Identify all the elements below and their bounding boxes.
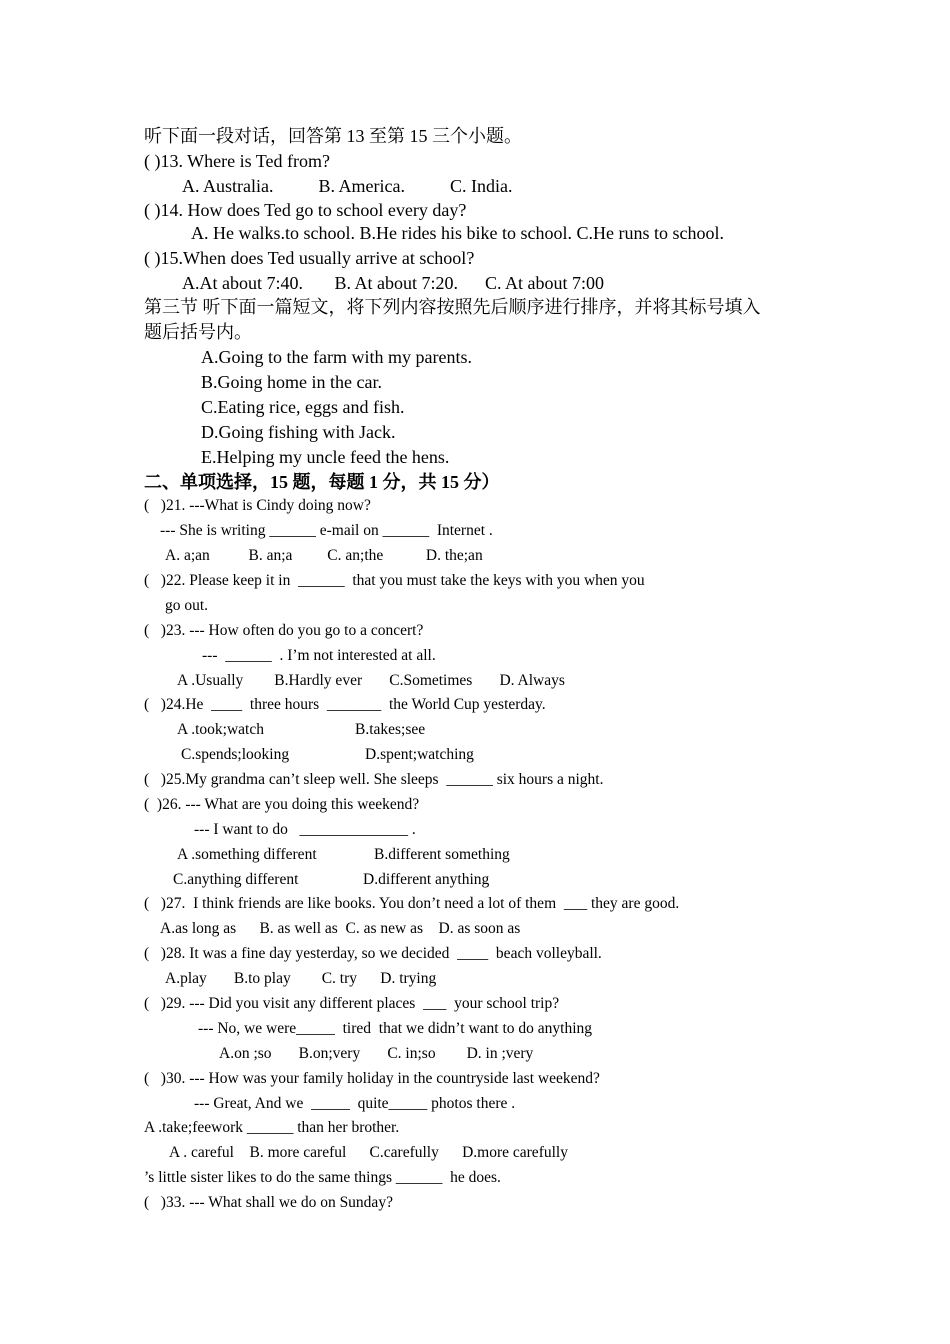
question-26-option-d: D.different anything (363, 871, 490, 888)
question-25: ( )25.My grandma can’t sleep well. She sleeps ______ six hours a night. (144, 771, 604, 788)
question-23-options: A .Usually B.Hardly ever C.Sometimes D. Always (177, 672, 565, 689)
question-29: ( )29. --- Did you visit any different places ___ your school trip? (144, 995, 560, 1012)
question-24: ( )24.He ____ three hours _______ the World Cup yesterday. (144, 696, 546, 713)
ordering-item: D.Going fishing with Jack. (201, 422, 396, 442)
ordering-item: B.Going home in the car. (201, 372, 382, 392)
question-23-dialogue: --- ______ . I’m not interested at all. (202, 647, 436, 664)
question-24-option-b: B.takes;see (355, 721, 426, 738)
question-28: ( )28. It was a fine day yesterday, so we decided ____ beach volleyball. (144, 945, 602, 962)
question-23: ( )23. --- How often do you go to a concert? (144, 622, 424, 639)
question-26-option-a: A .something different (177, 846, 317, 863)
question-21-options: A. a;an B. an;a C. an;the D. the;an (165, 547, 483, 564)
section-3-instruction: 第三节 听下面一篇短文，将下列内容按照先后顺序进行排序，并将其标号填入 (144, 297, 761, 317)
question-30-dialogue: --- Great, And we _____ quite_____ photos there . (194, 1095, 516, 1112)
question-30: ( )30. --- How was your family holiday in the countryside last weekend? (144, 1070, 600, 1087)
question-14-options: A. He walks.to school. B.He rides his bike to school. C.He runs to school. (191, 223, 724, 243)
listening-intro: 听下面一段对话，回答第 13 至第 15 三个小题。 (144, 126, 522, 146)
question-33: ( )33. --- What shall we do on Sunday? (144, 1194, 393, 1211)
question-22: ( )22. Please keep it in ______ that you must take the keys with you when you (144, 572, 645, 589)
question-26: ( )26. --- What are you doing this weekend? (144, 796, 420, 813)
question-26-option-c: C.anything different (173, 871, 299, 888)
question-31-fragment: A .take;feework ______ than her brother. (144, 1119, 400, 1136)
question-13: ( )13. Where is Ted from? (144, 151, 331, 171)
question-31-options: A . careful B. more careful C.carefully D.more carefully (169, 1144, 568, 1161)
question-27: ( )27. I think friends are like books. You don’t need a lot of them ___ they are good. (144, 895, 680, 912)
question-28-options: A.play B.to play C. try D. trying (165, 970, 437, 987)
question-13-options: A. Australia. B. America. C. India. (182, 176, 513, 196)
ordering-item: C.Eating rice, eggs and fish. (201, 397, 405, 417)
question-29-dialogue: --- No, we were_____ tired that we didn’t want to do anything (198, 1020, 593, 1037)
question-24-option-a: A .took;watch (177, 721, 264, 738)
ordering-item: A.Going to the farm with my parents. (201, 347, 472, 367)
question-26-option-b: B.different something (374, 846, 510, 863)
question-24-option-d: D.spent;watching (365, 746, 474, 763)
question-27-options: A.as long as B. as well as C. as new as D. as soon as (160, 920, 521, 937)
ordering-item: E.Helping my uncle feed the hens. (201, 447, 450, 467)
question-22-cont: go out. (165, 597, 209, 614)
section-3-instruction-cont: 题后括号内。 (144, 322, 252, 342)
question-14: ( )14. How does Ted go to school every day? (144, 200, 467, 220)
question-15: ( )15.When does Ted usually arrive at school? (144, 248, 475, 268)
question-29-options: A.on ;so B.on;very C. in;so D. in ;very (219, 1045, 534, 1062)
question-21-dialogue: --- She is writing ______ e-mail on ______ Internet . (160, 522, 493, 539)
question-21: ( )21. ---What is Cindy doing now? (144, 497, 371, 514)
question-32-fragment: ’s little sister likes to do the same things ______ he does. (144, 1169, 501, 1186)
question-15-options: A.At about 7:40. B. At about 7:20. C. At about 7:00 (182, 273, 604, 293)
section-2-heading: 二、单项选择，15 题，每题 1 分，共 15 分） (144, 472, 500, 492)
question-26-dialogue: --- I want to do ______________ . (194, 821, 416, 838)
question-24-option-c: C.spends;looking (181, 746, 290, 763)
